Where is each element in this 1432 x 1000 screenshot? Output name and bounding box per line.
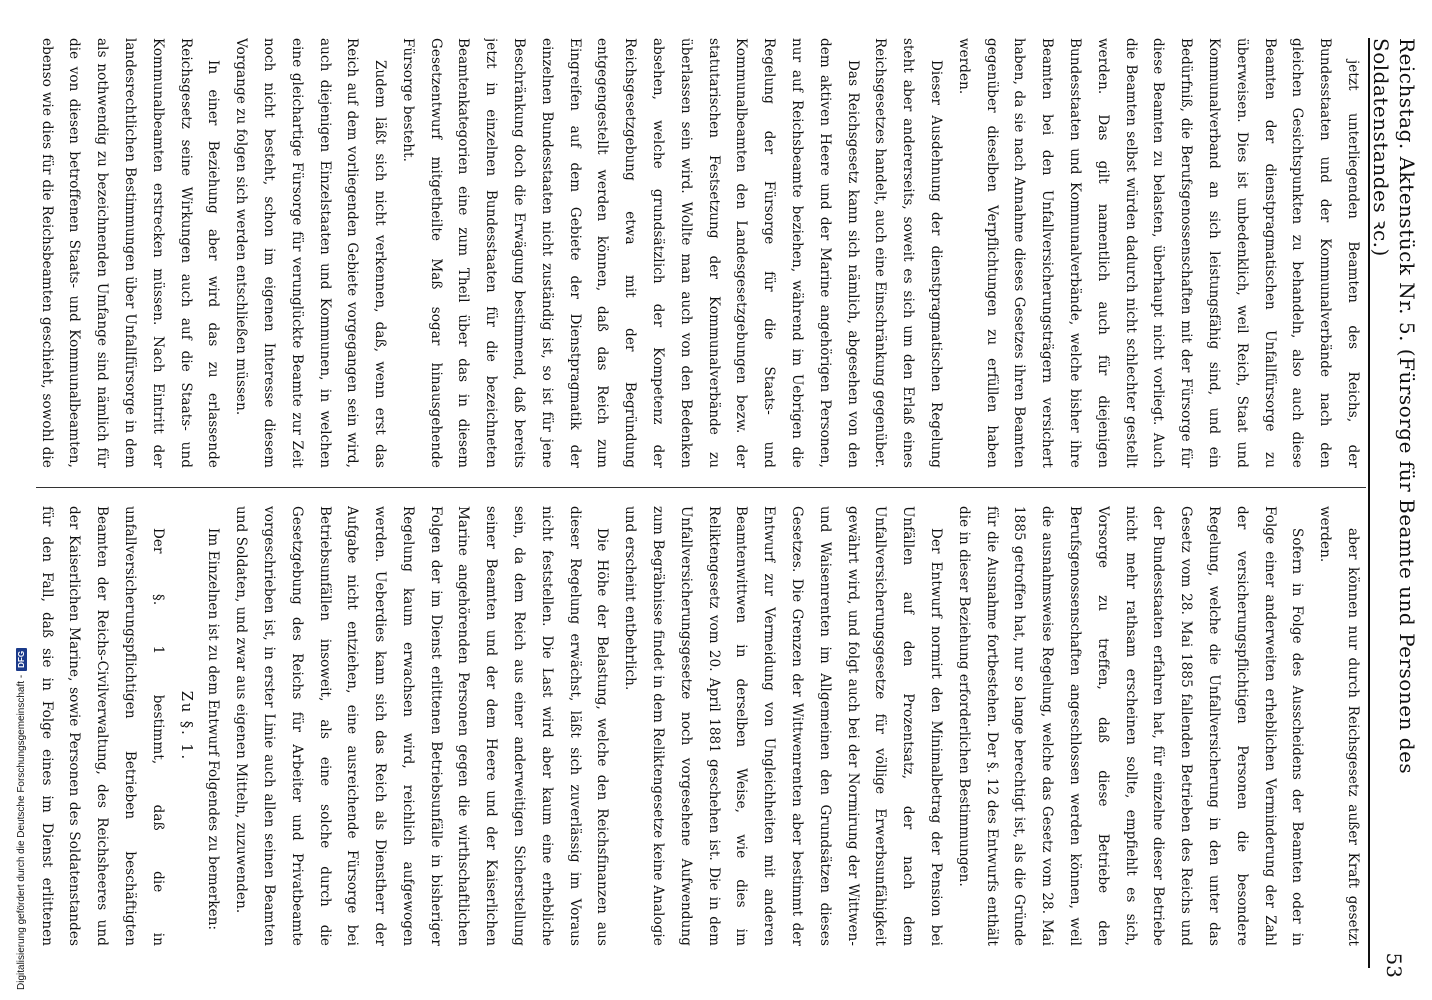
text-column-right [26, 506, 1366, 946]
page-number: 53 [1382, 952, 1406, 978]
paragraph: Im Einzelnen ist zu dem Entwurf Folgendes zu bemerken: [205, 528, 222, 931]
digitization-credit [0, 0, 26, 1000]
paragraph: Sofern in Folge des Ausscheidens der Beamten oder in Folge einer anderweiten erheblichen Verminderung der Zahl der versicherungspflichtigen Personen die besondere Regelung, welche die Unfallversicherung in den unter das Gesetz vom 28. Mai 1885 fallenden Betrieben des Reichs und der Bundesstaaten erfahren hat, für einzelne dieser Betriebe nicht mehr rathsam erscheinen sollte, empfiehlt es sich, Vorsorge zu treffen, daß diese Betriebe den Berufsgenossenschaften angeschlossen werden können, weil die ausnahmsweise Regelung, welche das Gesetz vom 28. Mai 1885 getroffen hat, nur so lange berechtigt ist, als die Gründe für die Ausnahme fortbestehen. Der §. 12 des Entwurfs enthält die in dieser Beziehung erforderlichen Bestimmungen. [955, 506, 1306, 946]
running-title: Reichstag. Aktenstück Nr. 5. (Fürsorge für Beamte und Personen des Soldatenstandes ꝛc.) [1369, 38, 1420, 775]
paragraph: Der §. 1 bestimmt, daß die in unfallversicherungspflichtigen Betrieben beschäftigten Beamten der Reichs-Civilverwaltung, des Reichsheeres und der Kaiserlichen Marine, sowie Personen des Soldatenstandes für den Fall, daß sie in Folge eines im Dienst erlittenen [38, 506, 166, 946]
paragraph: In einer Beziehung aber wird das zu erlassende Reichsgesetz seine Wirkungen auch auf die Staats- und Kommunalbeamten erstrecken müssen. Nach Eintritt der landesrechtlichen Bestimmungen über Unfallfürsorge in dem als nothwendig zu bezeichnenden Umfange sind nämlich für die von diesen betroffenen Staats- und Kommunalbeamten, ebenso wie dies für die Reichsbeamten geschieht, sowohl die [38, 38, 222, 468]
paragraph: Der Entwurf normirt den Minimalbetrag der Pension bei Unfällen auf den Prozentsatz, der nach dem Unfallversicherungsgesetze für völlige Erwerbsunfähigkeit gewährt wird, und folgt auch bei der Normirung der Wittwen- und Waisenrenten im Allgemeinen den Grundsätzen dieses Gesetzes. Die Grenzen der Wittwenrenten aber bestimmt der Entwurf zur Vermeidung von Ungleichheiten mit anderen Beamtenwittwen in derselben Weise, wie dies im Reliktengesetz vom 20. April 1881 geschehen ist. Die in dem Unfallversicherungsgesetze noch vorgesehene Aufwendung zum Begräbnisse findet in dem Reliktengesetze keine Analogie und erscheint entbehrlich. [622, 506, 945, 946]
section-heading: Zu §. 1. [177, 690, 194, 762]
paragraph: Dieser Ausdehnung der dienstpragmatischen Regelung steht aber andererseits, soweit es sich um den Erlaß eines Reichsgesetzes handelt, auch eine Einschränkung gegenüber. [872, 38, 945, 468]
column-divider [36, 487, 1366, 488]
header-rule [1368, 38, 1370, 968]
page-header [1369, 38, 1420, 978]
paragraph: aber können nur durch Reichsgesetz außer Kraft gesetzt werden. [1317, 506, 1361, 946]
credit-text: Digitalisierung gefördert durch die Deutsche Forschungsgemeinschaft - [16, 674, 27, 990]
dfg-logo: DFG [16, 648, 27, 671]
paragraph: Das Reichsgesetz kann sich nämlich, abgesehen von den dem aktiven Heere und der Marine angehörigen Personen, nur auf Reichsbeamte beziehen, während im Uebrigen die Regelung der Fürsorge für die Staats- und Kommunalbeamten den Landesgesetzgebungen bezw. der statutarischen Festsetzung der Kommunalverbände zu überlassen sein wird. Wollte man auch von den Bedenken absehen, welche grundsätzlich der Kompetenz der Reichsgesetzgebung etwa mit der Begründung entgegengestellt werden können, daß das Reich zum Eingreifen auf dem Gebiete der Dienstpragmatik der einzelnen Bundesstaaten nicht zuständig ist, so ist für jene Beschränkung doch die Erwägung bestimmend, daß bereits jetzt in einzelnen Bundesstaaten für die bezeichneten Beamtenkategorien eine zum Theil über das in diesem Gesetzentwurf mitgetheilte Maß sogar hinausgehende Fürsorge besteht. [399, 38, 861, 468]
paragraph: Die Höhe der Belastung, welche den Reichsfinanzen aus dieser Regelung erwächst, läßt sich zuverlässig im Voraus nicht feststellen. Die Last wird aber kaum eine erhebliche sein, da dem Reich aus einer anderweitigen Sicherstellung seiner Beamten und der dem Heere und der Kaiserlichen Marine angehörenden Personen gegen die wirthschaftlichen Folgen der im Dienst erlittenen Betriebsunfälle in bisheriger Regelung kaum erwachsen wird, reichlich aufgewogen werden. Ueberdies kann sich das Reich als Dienstherr der Aufgabe nicht entziehen, eine ausreichende Fürsorge bei Betriebsunfällen insoweit, als eine solche durch die Gesetzgebung des Reichs für Arbeiter und Privatbeamte vorgeschrieben ist, in erster Linie auch allen seinen Beamten und Soldaten, und zwar aus eigenen Mitteln, zuzuwenden. [233, 506, 611, 946]
paragraph: Zudem läßt sich nicht verkennen, daß, wenn erst das Reich auf dem vorliegenden Gebiete vorgegangen sein wird, auch diejenigen Einzelstaaten und Kommunen, in welchen eine gleichartige Fürsorge für verunglückte Beamte zur Zeit noch nicht besteht, schon im eigenen Interesse diesem Vorgange zu folgen sich werden entschließen müssen. [233, 38, 389, 468]
text-column-left [26, 38, 1366, 468]
paragraph: jetzt unterliegenden Beamten des Reichs, der Bundesstaaten und der Kommunalverbände nach den gleichen Gesichtspunkten zu behandeln, also auch diese Beamten der dienstpragmatischen Unfallfürsorge zu überweisen. Dies ist unbedenklich, weil Reich, Staat und Kommunalverband an sich leistungsfähig sind, und ein Bedürfniß, die Berufsgenossenschaften mit der Fürsorge für diese Beamten zu belasten, überhaupt nicht vorliegt. Auch die Beamten selbst würden dadurch nicht schlechter gestellt werden. Das gilt namentlich auch für diejenigen Bundesstaaten und Kommunalverbände, welche bisher ihre Beamten bei den Unfallversicherungsträgern versichert haben, da sie nach Annahme dieses Gesetzes ihren Beamten gegenüber dieselben Verpflichtungen zu erfüllen haben werden. [955, 38, 1361, 468]
